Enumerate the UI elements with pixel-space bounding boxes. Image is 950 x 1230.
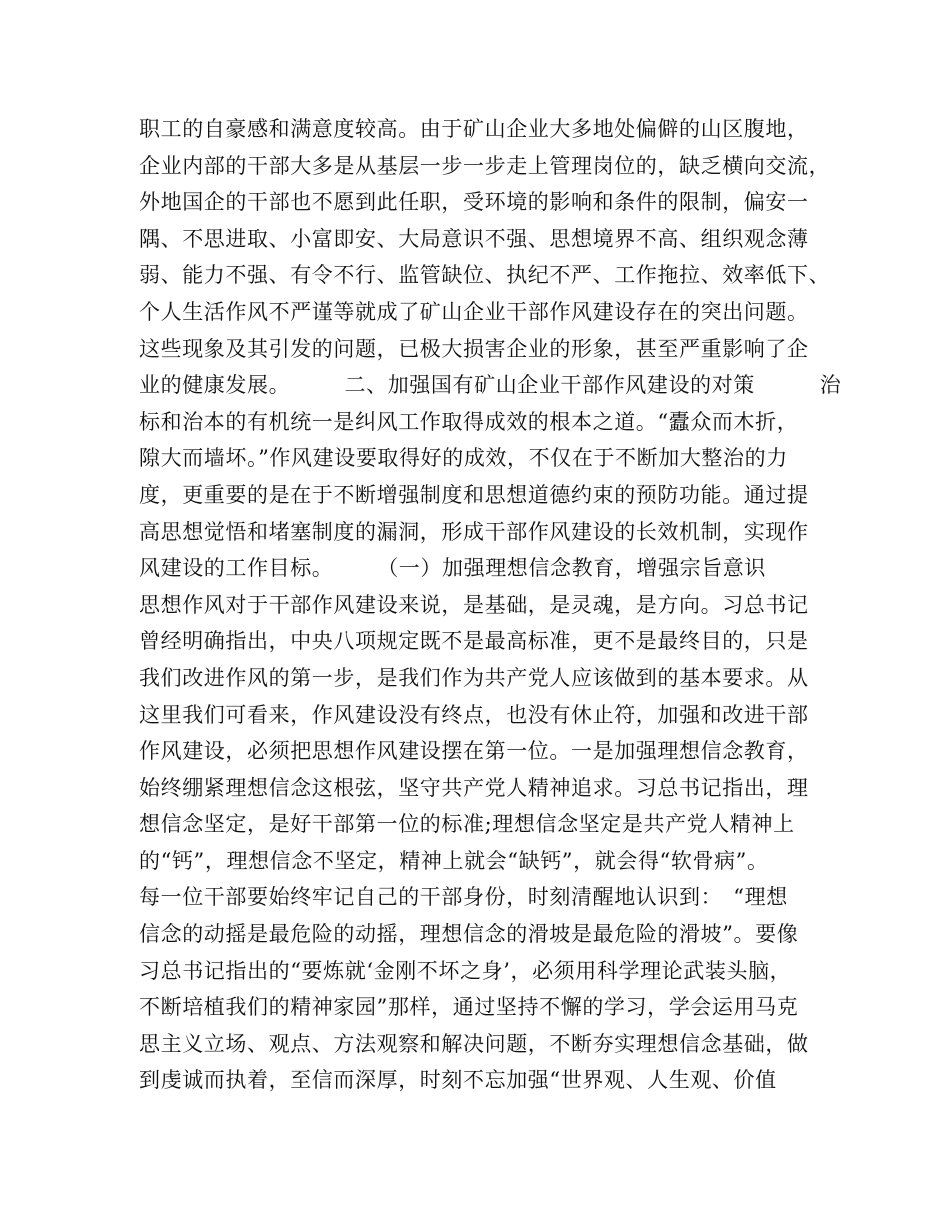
text-line: 思想作风对于干部作风建设来说，是基础，是灵魂，是方向。习总书记 <box>139 592 809 617</box>
text-line: 这里我们可看来，作风建设没有终点，也没有休止符，加强和改进干部 <box>139 702 809 727</box>
text-line: 个人生活作风不严谨等就成了矿山企业干部作风建设存在的突出问题。 <box>139 299 809 324</box>
text-line: 曾经明确指出，中央八项规定既不是最高标准，更不是最终目的，只是 <box>139 629 809 654</box>
text-line: 职工的自豪感和满意度较高。由于矿山企业大多地处偏僻的山区腹地， <box>139 117 809 141</box>
text-line: 弱、能力不强、有令不行、监管缺位、执纪不严、工作拖拉、效率低下、 <box>139 263 831 288</box>
text-line: 外地国企的干部也不愿到此任职，受环境的影响和条件的限制，偏安一 <box>139 190 809 215</box>
text-line: 高思想觉悟和堵塞制度的漏洞，形成干部作风建设的长效机制，实现作 <box>139 519 809 544</box>
text-line: 的“钙”，理想信念不坚定，精神上就会“缺钙”，就会得“软骨病”。 <box>139 848 769 873</box>
text-line: 隙大而墙坏。”作风建设要取得好的成效，不仅在于不断加大整治的力 <box>139 446 788 471</box>
text-line: 到虔诚而执着，至信而深厚，时刻不忘加强“世界观、人生观、价值 <box>139 1068 777 1093</box>
text-line: 风建设的工作目标。 （一）加强理想信念教育，增强宗旨意识 <box>139 556 766 581</box>
text-line: 这些现象及其引发的问题，已极大损害企业的形象，甚至严重影响了企 <box>139 336 809 361</box>
text-line: 企业内部的干部大多是从基层一步一步走上管理岗位的，缺乏横向交流， <box>139 153 831 178</box>
text-line: 业的健康发展。 二、加强国有矿山企业干部作风建设的对策 治 <box>139 373 842 398</box>
text-line: 隅、不思进取、小富即安、大局意识不强、思想境界不高、组织观念薄 <box>139 226 809 251</box>
text-line: 信念的动摇是最危险的动摇，理想信念的滑坡是最危险的滑坡”。要像 <box>139 922 799 947</box>
text-line: 始终绷紧理想信念这根弦，坚守共产党人精神追求。习总书记指出，理 <box>139 775 809 800</box>
text-line: 度，更重要的是在于不断增强制度和思想道德约束的预防功能。通过提 <box>139 482 809 507</box>
text-line: 作风建设，必须把思想作风建设摆在第一位。一是加强理想信念教育， <box>139 739 809 764</box>
text-line: 不断培植我们的精神家园”那样，通过坚持不懈的学习，学会运用马克 <box>139 995 799 1020</box>
text-line: 思主义立场、观点、方法观察和解决问题，不断夯实理想信念基础，做 <box>139 1031 809 1056</box>
body-text <box>139 111 842 1099</box>
text-line: 习总书记指出的“要炼就‘金刚不坏之身’，必须用科学理论武装头脑， <box>139 958 792 983</box>
text-line: 每一位干部要始终牢记自己的干部身份，时刻清醒地认识到： “理想 <box>139 885 788 910</box>
text-line: 我们改进作风的第一步，是我们作为共产党人应该做到的基本要求。从 <box>139 665 809 690</box>
text-line: 想信念坚定，是好干部第一位的标准;理想信念坚定是共产党人精神上 <box>139 812 795 837</box>
text-line: 标和治本的有机统一是纠风工作取得成效的根本之道。“蠹众而木折， <box>139 409 799 434</box>
